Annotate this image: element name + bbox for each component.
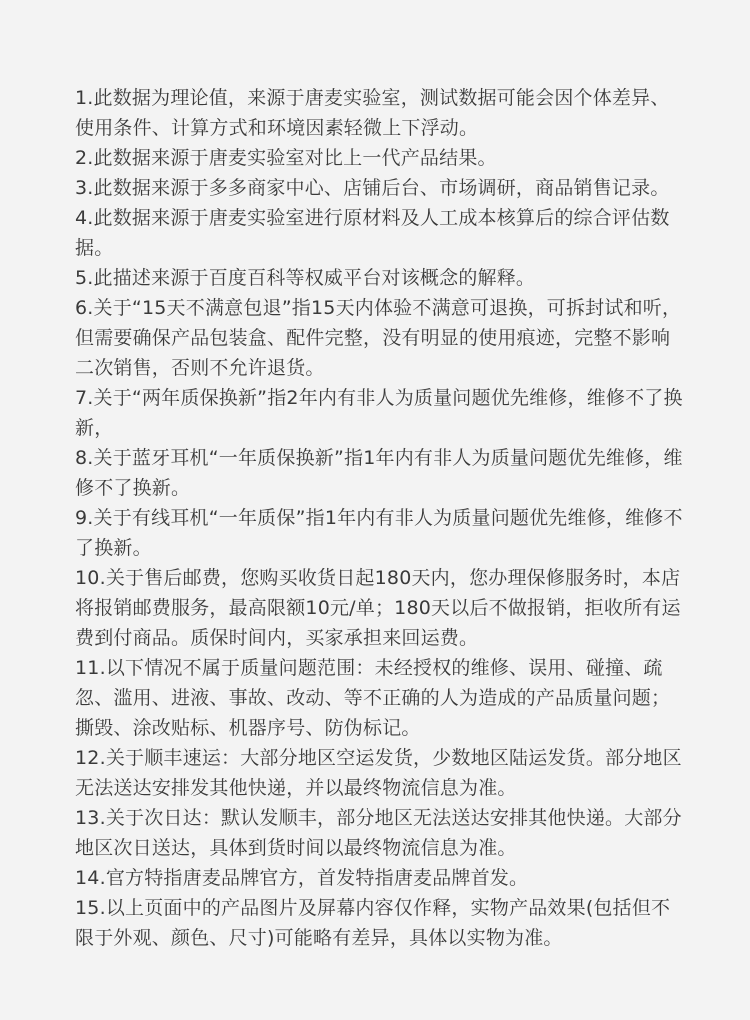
note-item: 6.关于“15天不满意包退”指15天内体验不满意可退换，可拆封试和听，但需要确保产品包装盒、配件完整，没有明显的使用痕迹，完整不影响二次销售，否则不允许退货。 [75, 297, 682, 379]
note-item: 15.以上页面中的产品图片及屏幕内容仅作释，实物产品效果(包括但不限于外观、颜色、尺寸)可能略有差异，具体以实物为准。 [75, 897, 671, 949]
disclaimer-notes-list [75, 83, 688, 953]
note-item: 9.关于有线耳机“一年质保”指1年内有非人为质量问题优先维修，维修不了换新。 [75, 507, 683, 559]
note-item: 4.此数据来源于唐麦实验室进行原材料及人工成本核算后的综合评估数据。 [75, 207, 670, 259]
note-item: 5.此描述来源于百度百科等权威平台对该概念的解释。 [75, 267, 536, 289]
note-item: 8.关于蓝牙耳机“一年质保换新”指1年内有非人为质量问题优先维修，维修不了换新。 [75, 447, 683, 499]
note-item: 10.关于售后邮费，您购买收货日起180天内，您办理保修服务时，本店将报销邮费服务，最高限额10元/单；180天以后不做报销，拒收所有运费到付商品。质保时间内，买家承担来回运费。 [75, 567, 681, 649]
note-item: 12.关于顺丰速运：大部分地区空运发货，少数地区陆运发货。部分地区无法送达安排发其他快递，并以最终物流信息为准。 [75, 747, 682, 799]
note-item: 1.此数据为理论值，来源于唐麦实验室，测试数据可能会因个体差异、使用条件、计算方式和环境因素轻微上下浮动。 [75, 87, 670, 139]
note-item: 2.此数据来源于唐麦实验室对比上一代产品结果。 [75, 147, 497, 169]
note-item: 7.关于“两年质保换新”指2年内有非人为质量问题优先维修，维修不了换新， [75, 387, 683, 439]
note-item: 11.以下情况不属于质量问题范围：未经授权的维修、误用、碰撞、疏忽、滥用、进液、事故、改动、等不正确的人为造成的产品质量问题；撕毁、涂改贴标、机器序号、防伪标记。 [75, 657, 671, 739]
note-item: 13.关于次日达：默认发顺丰，部分地区无法送达安排其他快递。大部分地区次日送达，具体到货时间以最终物流信息为准。 [75, 807, 682, 859]
note-item: 14.官方特指唐麦品牌官方，首发特指唐麦品牌首发。 [75, 867, 529, 889]
note-item: 3.此数据来源于多多商家中心、店铺后台、市场调研，商品销售记录。 [75, 177, 670, 199]
